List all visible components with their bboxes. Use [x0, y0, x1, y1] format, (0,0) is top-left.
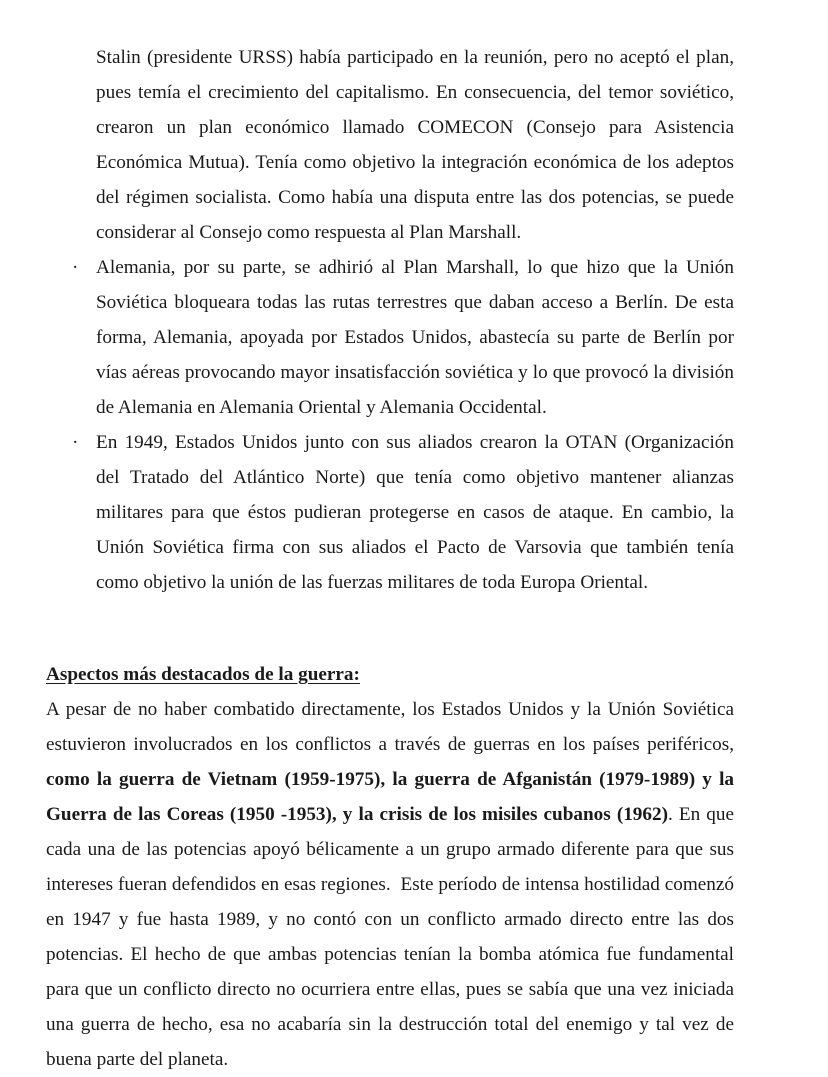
bullet-marker-icon: ·	[72, 257, 79, 278]
list-item	[46, 250, 734, 425]
continued-paragraph: Stalin (presidente URSS) había participado en la reunión, pero no aceptó el plan, pues temía el crecimiento del capitalismo. En consecuencia, del temor soviético, crearon un plan económico llamado COMECON (Consejo para Asistencia Económica Mutua). Tenía como objetivo la integración económica de los adeptos del régimen socialista. Como había una disputa entre las dos potencias, se puede considerar al Consejo como respuesta al Plan Marshall.	[96, 47, 734, 243]
paragraph-spacer	[46, 600, 734, 635]
paragraph-spacer	[46, 635, 734, 657]
final-paragraph	[46, 692, 739, 1077]
final-paragraph-part-1: A pesar de no haber combatido directamente, los Estados Unidos y la Unión Soviética estuvieron involucrados en los conflictos a través de guerras en los países periféricos,	[46, 699, 734, 755]
section-heading: Aspectos más destacados de la guerra:	[46, 664, 360, 685]
final-paragraph-bold-wars: como la guerra de Vietnam (1959-1975), la guerra de Afganistán (1979-1989) y la Guerra de las Coreas (1950 -1953), y la crisis de los misiles cubanos (1962)	[46, 769, 734, 825]
bullet-marker-icon: ·	[72, 432, 79, 453]
final-paragraph-part-3: . En que cada una de las potencias apoyó bélicamente a un grupo armado diferente para que sus intereses fueran defendidos en esas regiones. Este período de intensa hostilidad comenzó en 1947 y fue hasta 1989, y no contó con un conflicto armado directo entre las dos potencias. El hecho de que ambas potencias tenían la bomba atómica fue fundamental para que un conflicto directo no ocurriera entre ellas, pues se sabía que una vez iniciada una guerra de hecho, esa no acabaría sin la destrucción total del enemigo y tal vez de buena parte del planeta.	[46, 804, 739, 1070]
bullet-body	[96, 250, 734, 425]
bullet-body	[96, 425, 734, 600]
bullet-text-alemania: Alemania, por su parte, se adhirió al Plan Marshall, lo que hizo que la Unión Soviética bloqueara todas las rutas terrestres que daban acceso a Berlín. De esta forma, Alemania, apoyada por Estados Unidos, abastecía su parte de Berlín por vías aéreas provocando mayor insatisfacción soviética y lo que provocó la división de Alemania en Alemania Oriental y Alemania Occidental.	[96, 257, 734, 418]
document-content	[46, 40, 739, 1077]
bullet-text-otan: En 1949, Estados Unidos junto con sus aliados crearon la OTAN (Organización del Tratado del Atlántico Norte) que tenía como objetivo mantener alianzas militares para que éstos pudieran protegerse en casos de ataque. En cambio, la Unión Soviética firma con sus aliados el Pacto de Varsovia que también tenía como objetivo la unión de las fuerzas militares de toda Europa Oriental.	[96, 432, 734, 593]
list-item	[46, 425, 734, 600]
